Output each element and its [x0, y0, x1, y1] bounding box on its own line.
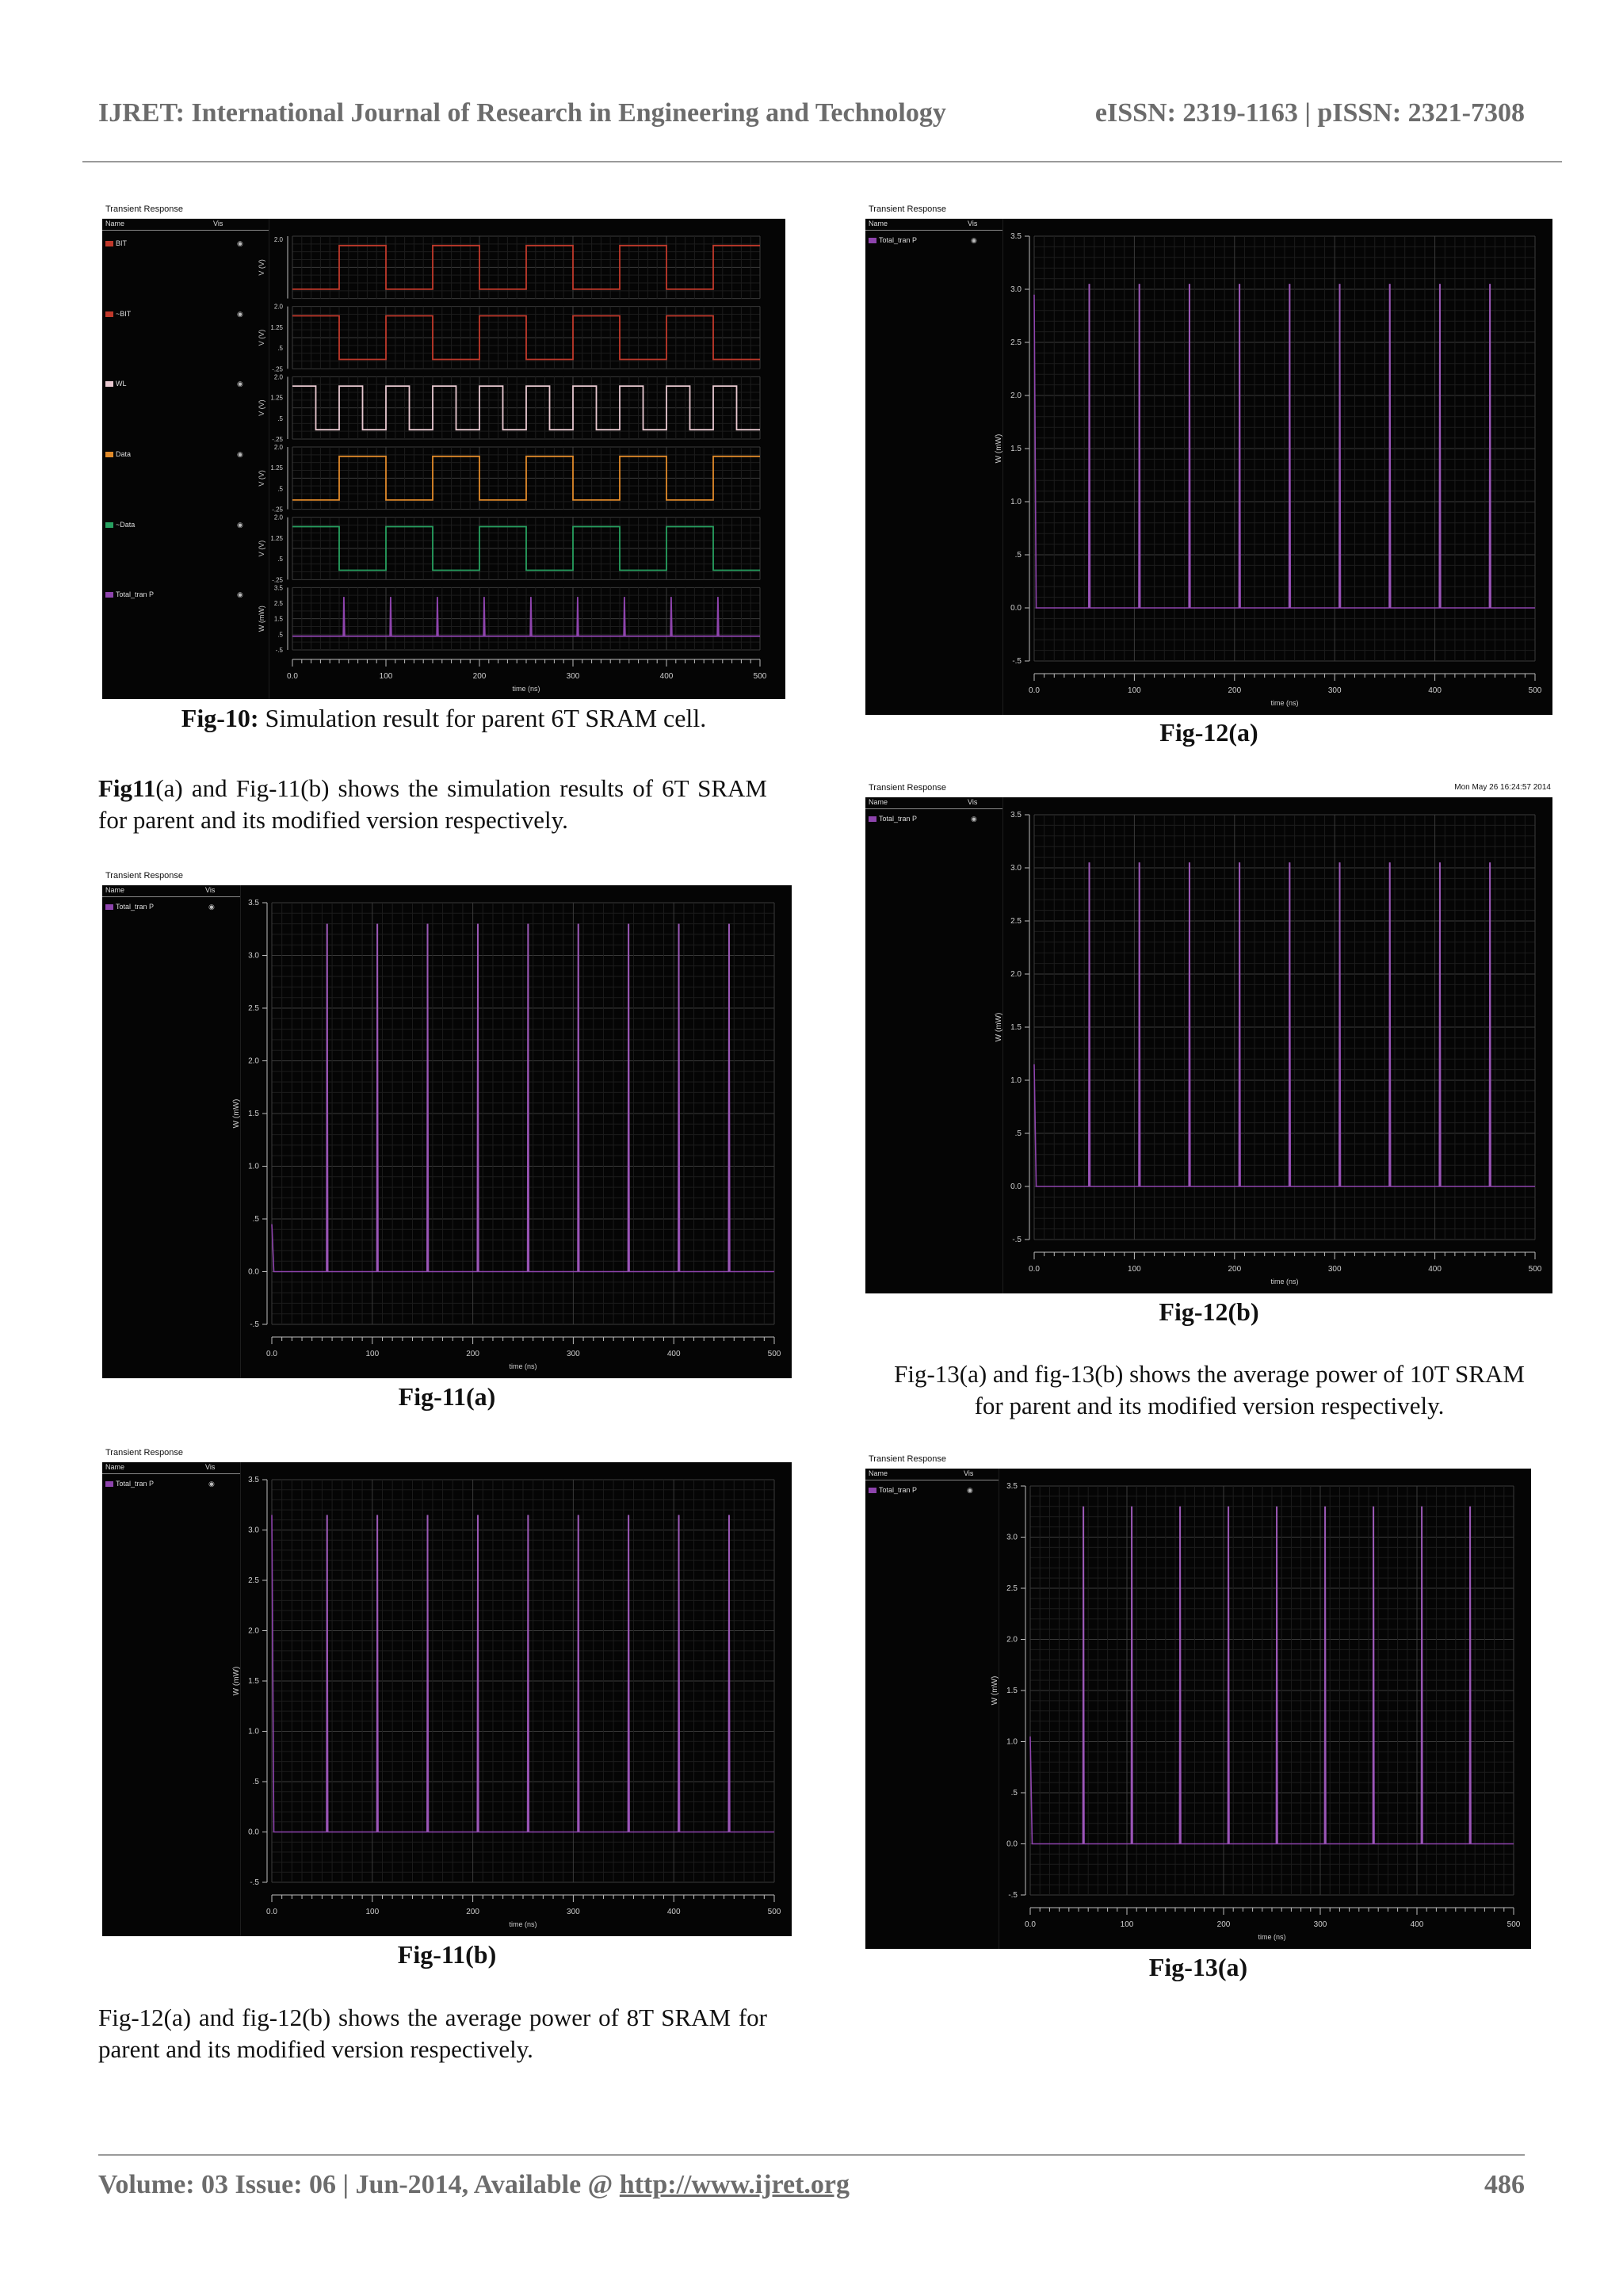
y-tick-label: 2.0: [273, 514, 283, 521]
y-tick-label: 1.5: [248, 1677, 259, 1686]
legend-entry[interactable]: [105, 450, 248, 458]
y-tick-label: 3.0: [1010, 864, 1022, 873]
y-tick-label: 2.5: [248, 1004, 259, 1013]
y-tick-label: -.5: [1008, 1891, 1018, 1900]
y-tick-label: .5: [277, 485, 283, 493]
col-name: Name: [105, 1463, 125, 1471]
x-tick-label: 0.0: [1029, 686, 1040, 695]
y-tick-label: 1.0: [248, 1162, 259, 1171]
paragraph-fig11-bold: Fig11: [98, 774, 156, 802]
plot-area: [865, 1469, 1531, 1949]
y-tick-label: 2.0: [1006, 1635, 1018, 1645]
y-tick-label: .5: [1014, 551, 1022, 560]
y-tick-label: 2.0: [248, 1056, 259, 1066]
legend-label: WL: [116, 380, 127, 388]
x-tick-label: 300: [567, 1908, 580, 1916]
fig-10-transient-title: Transient Response: [105, 204, 184, 214]
legend-swatch: [105, 241, 113, 246]
fig-12b-caption-label: Fig-12(b): [1159, 1297, 1259, 1326]
x-tick-label: 500: [1528, 1265, 1542, 1274]
y-tick-label: 1.0: [1010, 498, 1022, 506]
y-tick-label: 2.0: [273, 303, 283, 311]
x-axis-label: time (ns): [509, 1920, 537, 1928]
fig-11a-chart: [102, 871, 792, 1378]
y-tick-label: 3.5: [1010, 232, 1022, 241]
legend-swatch: [105, 311, 113, 317]
y-axis-label: W (mW): [258, 606, 265, 632]
y-axis-label: V (V): [258, 259, 265, 276]
fig-12a-chart: [865, 204, 1552, 715]
header-rule: [82, 161, 1562, 162]
y-tick-label: 0.0: [1010, 1182, 1022, 1191]
x-axis-label: time (ns): [1258, 1933, 1286, 1941]
x-tick-label: 100: [1128, 686, 1141, 695]
legend-label: Total_tran P: [116, 590, 155, 599]
fig-11b-caption-label: Fig-11(b): [397, 1940, 497, 1969]
x-axis-label: time (ns): [1270, 699, 1299, 707]
legend-swatch: [105, 592, 113, 598]
y-tick-label: -.25: [272, 365, 283, 373]
y-tick-label: .5: [277, 631, 283, 639]
y-tick-label: -.5: [1012, 1236, 1022, 1244]
fig-10-caption: [102, 704, 785, 733]
page-footer: [98, 2170, 1525, 2202]
page-number: 486: [1484, 2170, 1525, 2199]
y-tick-label: .5: [277, 415, 283, 422]
x-tick-label: 400: [1428, 1265, 1442, 1274]
plot-area: [102, 219, 785, 699]
x-tick-label: 100: [379, 672, 393, 681]
eye-icon[interactable]: ◉: [971, 815, 977, 823]
y-tick-label: -.25: [272, 436, 283, 443]
fig-10-caption-text: Simulation result for parent 6T SRAM cell.: [258, 704, 707, 732]
y-tick-label: 1.0: [248, 1727, 259, 1736]
col-vis: Vis: [968, 798, 978, 806]
x-tick-label: 0.0: [1029, 1265, 1040, 1274]
col-vis: Vis: [968, 220, 978, 227]
footer-volume: [98, 2170, 850, 2200]
x-tick-label: 500: [1528, 686, 1542, 695]
y-axis-label: V (V): [258, 540, 265, 557]
y-tick-label: 2.0: [273, 444, 283, 451]
legend-label: Total_tran P: [879, 1486, 918, 1494]
col-name: Name: [869, 1469, 888, 1477]
y-tick-label: 1.5: [273, 615, 283, 623]
legend-swatch: [105, 522, 113, 528]
fig-13a-caption-label: Fig-13(a): [1148, 1953, 1248, 1981]
y-axis-label: V (V): [258, 329, 265, 346]
y-tick-label: 2.0: [1010, 392, 1022, 400]
col-vis: Vis: [213, 220, 223, 227]
y-tick-label: 3.5: [248, 899, 259, 907]
x-tick-label: 400: [1410, 1920, 1424, 1929]
y-axis-label: W (mW): [232, 1098, 241, 1129]
fig-12b-timestamp: Mon May 26 16:24:57 2014: [1454, 783, 1551, 792]
legend-label: Data: [116, 450, 132, 458]
footer-rule: [98, 2154, 1525, 2156]
col-name: Name: [105, 220, 125, 227]
paragraph-fig11: [98, 773, 767, 836]
legend-label: Total_tran P: [879, 815, 918, 823]
y-tick-label: 2.0: [273, 373, 283, 381]
eye-icon[interactable]: ◉: [237, 450, 243, 458]
fig-11b-chart: [102, 1448, 792, 1936]
x-tick-label: 200: [466, 1350, 479, 1358]
y-tick-label: 2.0: [273, 236, 283, 243]
x-tick-label: 400: [666, 1350, 681, 1358]
y-tick-label: -.5: [250, 1878, 259, 1887]
paragraph-fig13-text: Fig-13(a) and fig-13(b) shows the average power of 10T SRAM for parent and its modified version respectively.: [894, 1360, 1525, 1419]
legend-label: Total_tran P: [116, 1480, 155, 1488]
x-tick-label: 400: [659, 672, 674, 681]
x-axis-label: time (ns): [1270, 1278, 1299, 1286]
fig-11a-caption: [102, 1382, 792, 1412]
legend-entry[interactable]: [105, 239, 248, 247]
paragraph-fig11-text: (a) and Fig-11(b) shows the simulation results of 6T SRAM for parent and its modified version respectively.: [98, 774, 767, 834]
y-tick-label: 3.0: [248, 951, 259, 961]
y-tick-label: 1.5: [1010, 445, 1022, 453]
col-name: Name: [869, 798, 888, 806]
fig-12a-caption: [865, 718, 1552, 747]
plot-area: [865, 797, 1552, 1293]
x-tick-label: 100: [365, 1350, 380, 1358]
x-tick-label: 400: [666, 1908, 681, 1916]
fig-11b-transient-title: Transient Response: [105, 1448, 184, 1457]
legend-label: ~Data: [116, 520, 136, 529]
paragraph-fig12: [98, 2002, 767, 2065]
paragraph-fig13: [880, 1358, 1539, 1422]
footer-volume-text: Volume: 03 Issue: 06 | Jun-2014, Available @: [98, 2170, 620, 2199]
x-tick-label: 500: [1507, 1920, 1521, 1929]
col-vis: Vis: [205, 1463, 216, 1471]
eye-icon[interactable]: ◉: [237, 309, 243, 318]
x-tick-label: 200: [472, 672, 487, 681]
legend-entry[interactable]: [105, 521, 248, 529]
y-tick-label: .5: [1014, 1129, 1022, 1138]
y-tick-label: 0.0: [1010, 604, 1022, 613]
x-tick-label: 100: [1128, 1265, 1141, 1274]
y-tick-label: .5: [277, 556, 283, 563]
plot-area: [102, 885, 792, 1378]
y-axis-label: W (mW): [232, 1666, 241, 1696]
page-header: [98, 98, 1525, 130]
paragraph-fig12-text: Fig-12(a) and fig-12(b) shows the average power of 8T SRAM for parent and its modified version respectively.: [98, 2004, 767, 2063]
y-tick-label: 2.0: [1010, 970, 1022, 979]
y-tick-label: 2.5: [1006, 1584, 1018, 1593]
y-tick-label: -.25: [272, 576, 283, 584]
eye-icon[interactable]: ◉: [967, 1486, 973, 1494]
y-tick-label: 2.5: [1010, 917, 1022, 926]
legend-label: Total_tran P: [879, 236, 918, 244]
y-axis-label: W (mW): [991, 1675, 999, 1706]
fig-11a-transient-title: Transient Response: [105, 871, 184, 881]
x-tick-label: 500: [753, 672, 767, 681]
fig-12a-transient-title: Transient Response: [869, 204, 947, 214]
y-tick-label: -.25: [272, 506, 283, 514]
y-tick-label: 1.25: [270, 323, 283, 331]
y-tick-label: 2.5: [248, 1576, 259, 1585]
y-tick-label: 3.0: [1006, 1533, 1018, 1542]
fig-13a-caption: [865, 1953, 1531, 1982]
y-tick-label: -.5: [1012, 657, 1022, 666]
legend-entry[interactable]: [105, 380, 248, 388]
legend-swatch: [105, 452, 113, 457]
y-tick-label: 1.0: [1006, 1737, 1018, 1747]
y-tick-label: -.5: [250, 1320, 259, 1329]
fig-11a-caption-label: Fig-11(a): [398, 1382, 496, 1411]
y-tick-label: 1.5: [1010, 1023, 1022, 1032]
y-tick-label: 1.25: [270, 464, 283, 472]
y-tick-label: 1.5: [248, 1110, 259, 1118]
x-axis-label: time (ns): [512, 685, 540, 693]
col-name: Name: [869, 220, 888, 227]
x-tick-label: 500: [767, 1350, 781, 1358]
y-tick-label: 0.0: [1006, 1839, 1018, 1849]
y-tick-label: 3.0: [1010, 285, 1022, 294]
y-tick-label: 2.5: [1010, 338, 1022, 347]
x-axis-label: time (ns): [509, 1362, 537, 1370]
fig-12a-caption-label: Fig-12(a): [1159, 718, 1258, 747]
legend-entry[interactable]: [105, 310, 248, 318]
col-vis: Vis: [964, 1469, 974, 1477]
y-tick-label: 0.0: [248, 1828, 259, 1837]
x-tick-label: 0.0: [1025, 1920, 1036, 1929]
x-tick-label: 200: [1228, 1265, 1242, 1274]
fig-12b-chart: [865, 783, 1552, 1293]
y-tick-label: 1.5: [1006, 1687, 1018, 1695]
signal-trace: [292, 386, 760, 430]
fig-12b-transient-title: Transient Response: [869, 783, 947, 793]
y-tick-label: 2.0: [248, 1626, 259, 1636]
x-tick-label: 500: [767, 1908, 781, 1916]
x-tick-label: 200: [1228, 686, 1242, 695]
fig-11b-caption: [102, 1940, 792, 1969]
y-tick-label: .5: [252, 1215, 259, 1224]
x-tick-label: 300: [1327, 1265, 1342, 1274]
x-tick-label: 400: [1428, 686, 1442, 695]
issn: eISSN: 2319-1163 | pISSN: 2321-7308: [1094, 98, 1525, 128]
legend-label: Total_tran P: [116, 903, 155, 911]
x-tick-label: 0.0: [287, 672, 298, 681]
x-tick-label: 0.0: [266, 1350, 277, 1358]
y-tick-label: -.5: [275, 647, 283, 654]
y-tick-label: .5: [1010, 1789, 1018, 1797]
legend-entry[interactable]: [105, 590, 248, 598]
y-tick-label: 1.0: [1010, 1076, 1022, 1085]
eye-icon[interactable]: ◉: [237, 520, 243, 529]
eye-icon[interactable]: ◉: [237, 590, 243, 599]
y-tick-label: 3.5: [1006, 1482, 1018, 1491]
col-vis: Vis: [205, 886, 216, 894]
plot-area: [865, 219, 1552, 715]
fig-13a-chart: [865, 1454, 1531, 1949]
journal-title: IJRET: International Journal of Research in Engineering and Technology: [98, 98, 946, 128]
eye-icon[interactable]: ◉: [237, 239, 243, 247]
y-axis-label: V (V): [258, 470, 265, 487]
x-tick-label: 100: [365, 1908, 380, 1916]
y-axis-label: W (mW): [995, 1012, 1003, 1042]
x-tick-label: 0.0: [266, 1908, 277, 1916]
y-tick-label: .5: [252, 1778, 259, 1786]
y-axis-label: W (mW): [995, 434, 1003, 464]
eye-icon[interactable]: ◉: [208, 1480, 215, 1488]
x-tick-label: 300: [1327, 686, 1342, 695]
y-tick-label: 2.5: [273, 600, 283, 607]
y-tick-label: 3.5: [273, 584, 283, 592]
journal-link[interactable]: http://www.ijret.org: [619, 2170, 850, 2199]
fig-12b-caption: [865, 1297, 1552, 1327]
eye-icon[interactable]: ◉: [208, 903, 215, 911]
y-tick-label: 1.25: [270, 394, 283, 402]
legend-swatch: [105, 381, 113, 387]
y-tick-label: 0.0: [248, 1267, 259, 1277]
y-tick-label: 3.5: [248, 1476, 259, 1484]
y-tick-label: 3.5: [1010, 811, 1022, 819]
x-tick-label: 300: [567, 1350, 580, 1358]
y-tick-label: 1.25: [270, 534, 283, 542]
x-tick-label: 100: [1120, 1920, 1134, 1929]
eye-icon[interactable]: ◉: [237, 380, 243, 388]
y-tick-label: .5: [277, 345, 283, 353]
eye-icon[interactable]: ◉: [971, 236, 977, 244]
fig-10-caption-label: Fig-10:: [181, 704, 259, 732]
x-tick-label: 300: [1313, 1920, 1327, 1929]
plot-area: [102, 1462, 792, 1936]
x-tick-label: 200: [466, 1908, 479, 1916]
x-tick-label: 200: [1216, 1920, 1231, 1929]
col-name: Name: [105, 886, 125, 894]
legend-label: ~BIT: [116, 309, 132, 318]
x-tick-label: 300: [566, 672, 580, 681]
fig-13a-transient-title: Transient Response: [869, 1454, 947, 1464]
legend-label: BIT: [116, 239, 128, 247]
fig-10-chart: [102, 204, 785, 699]
y-axis-label: V (V): [258, 399, 265, 416]
y-tick-label: 3.0: [248, 1526, 259, 1535]
